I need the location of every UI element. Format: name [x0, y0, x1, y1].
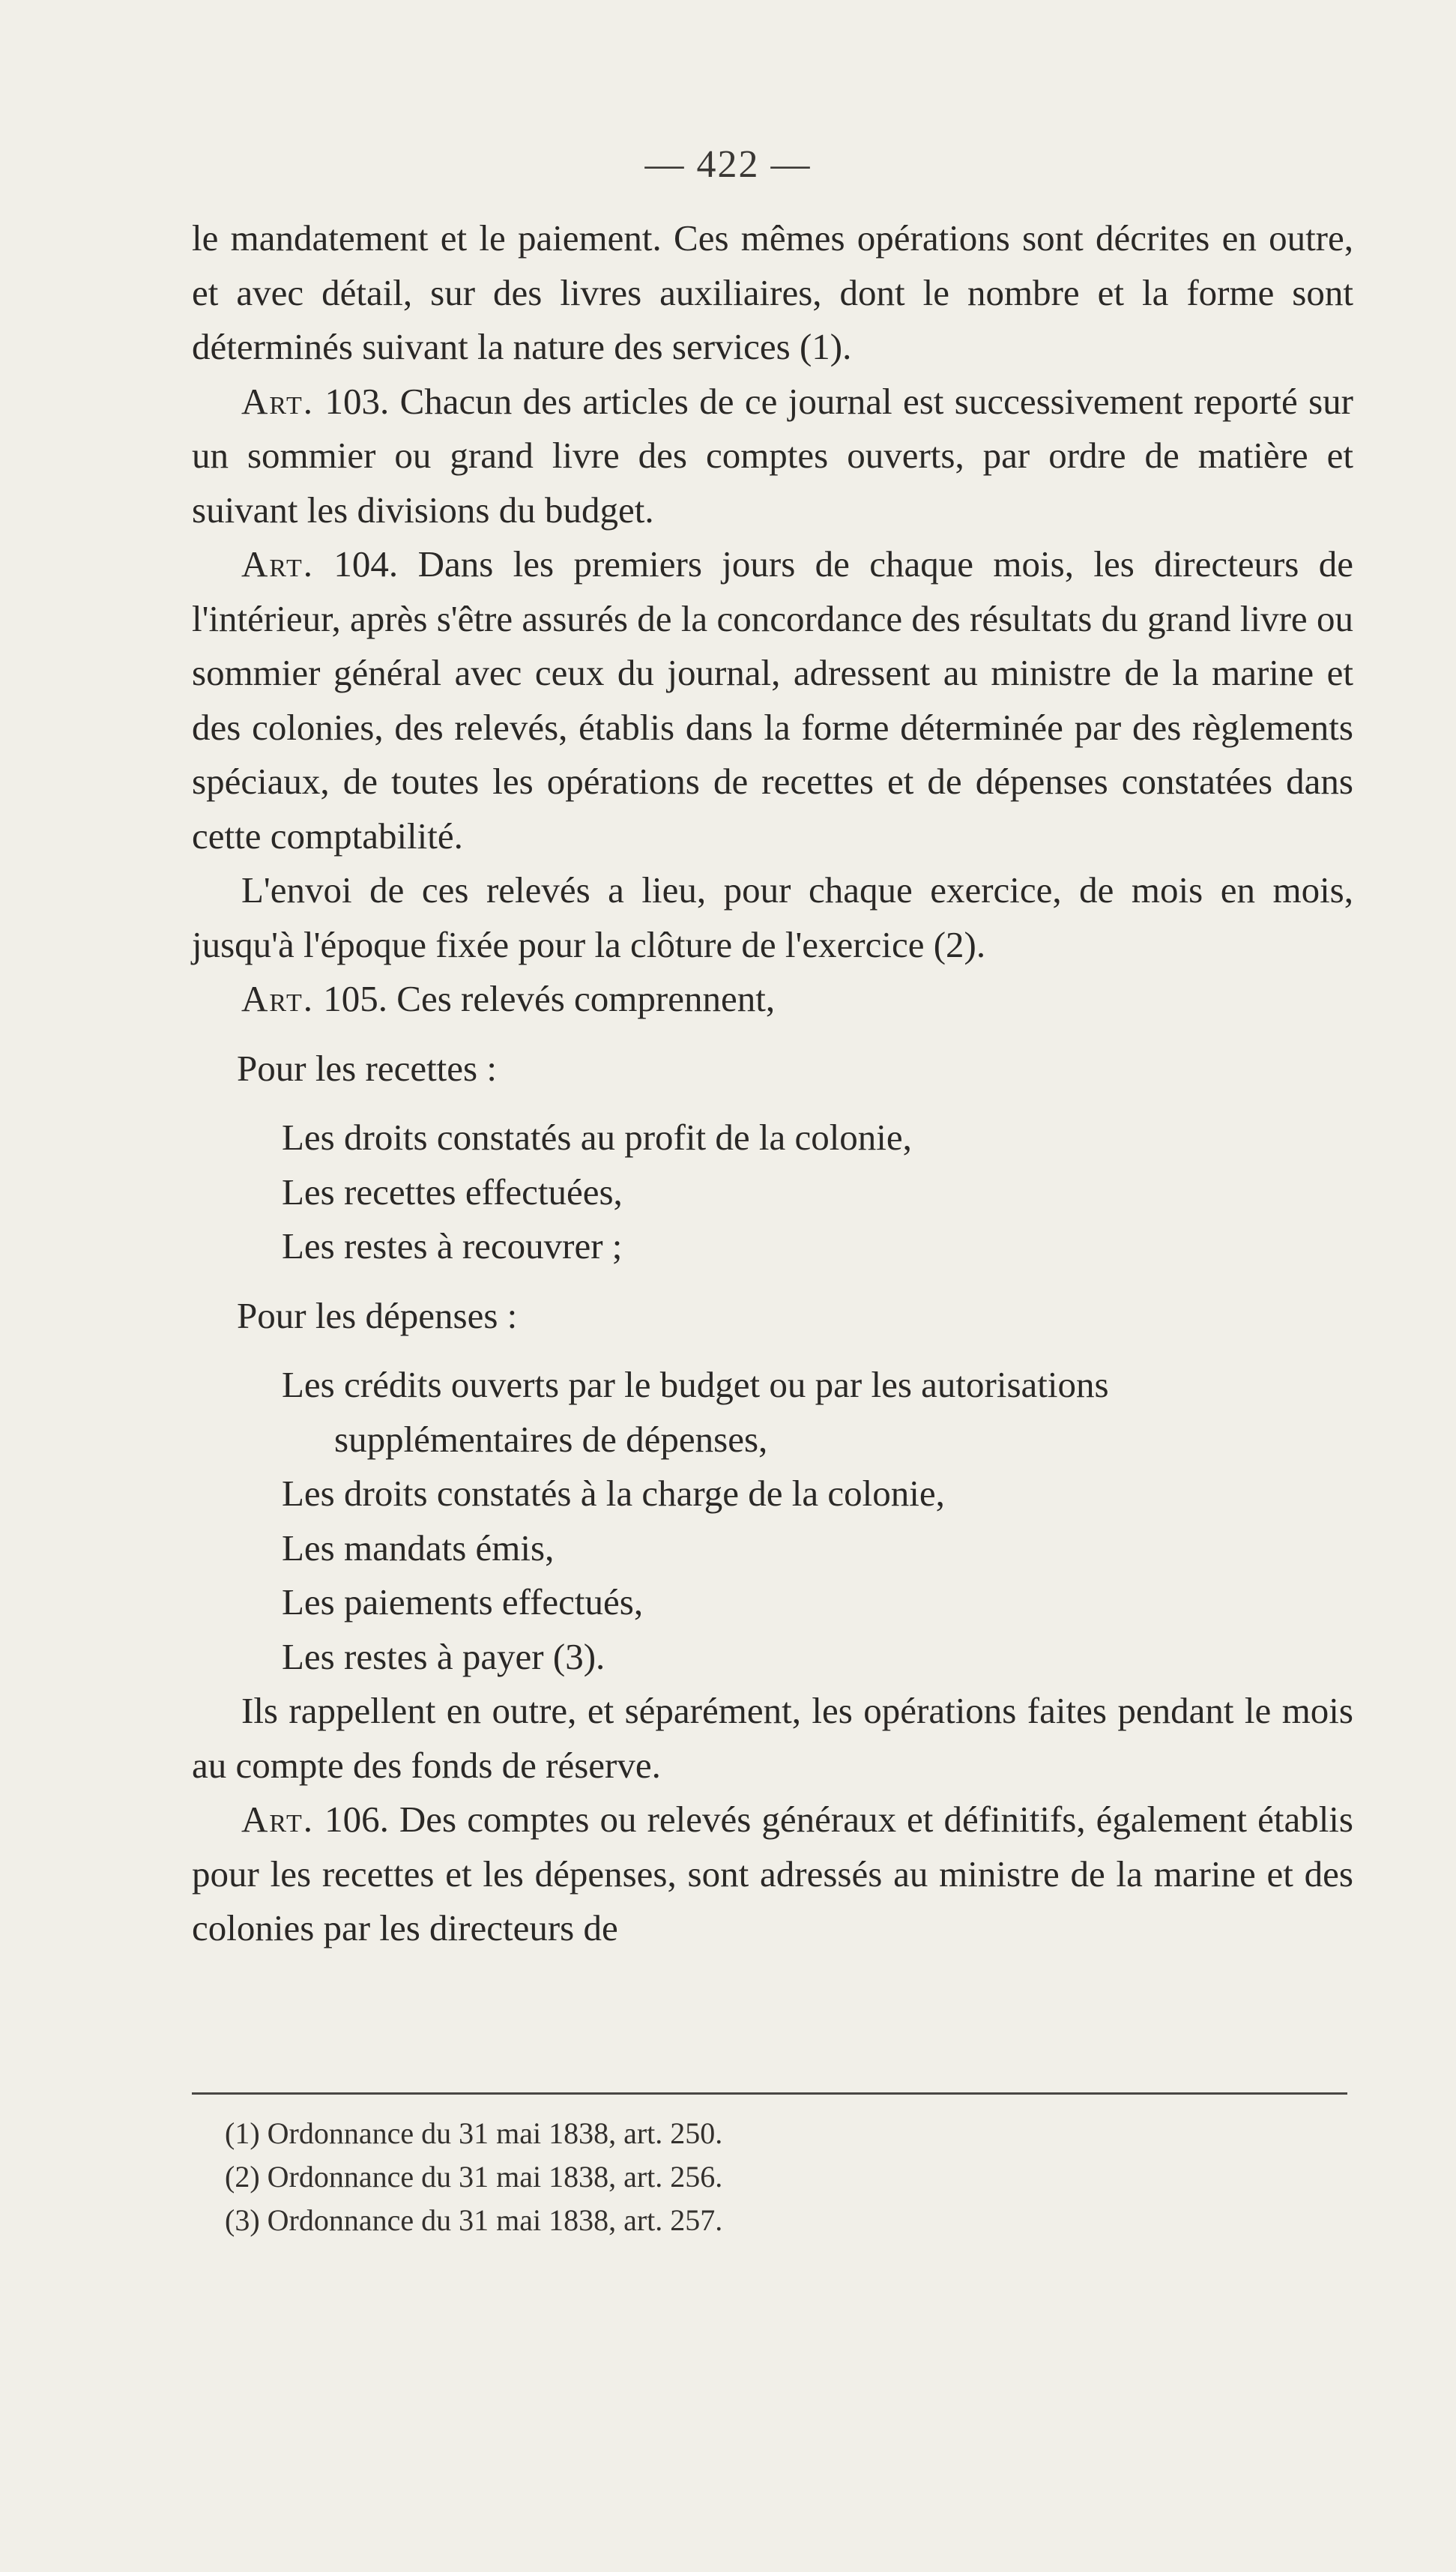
depenses-heading: Pour les dépenses : [237, 1294, 518, 1336]
list-item: Les restes à recouvrer ; [282, 1225, 623, 1267]
footnotes [225, 2112, 1274, 2242]
paragraph-envoi: L'envoi de ces relevés a lieu, pour chaque exercice, de mois en mois, jusqu'à l'époque fixée pour la clôture de l'exercice (2). [192, 869, 1353, 965]
recettes-heading: Pour les recettes : [237, 1047, 497, 1089]
article-label: Art. [241, 1799, 315, 1840]
footnote-divider [192, 2092, 1347, 2095]
article-104 [192, 537, 1353, 863]
list-item: Les recettes effectuées, [282, 1171, 623, 1213]
article-text: 104. Dans les premiers jours de chaque mois, les directeurs de l'intérieur, après s'être assurés de la concordance des résultats du grand livre ou sommier général avec ceux du journal, adressent au ministre de la marine et des colonies, des relevés, établis dans la forme déterminée par des règlements spéciaux, de toutes les opérations de recettes et de dépenses constatées dans cette comptabilité. [192, 543, 1353, 857]
list-item: Les crédits ouverts par le budget ou par les autorisations supplémentaires de dépenses, [282, 1364, 1109, 1460]
page-number: — 422 — [644, 143, 812, 186]
list-item: Les paiements effectués, [282, 1581, 644, 1622]
body-text [192, 211, 1353, 1956]
footnote-3: (3) Ordonnance du 31 mai 1838, art. 257. [225, 2203, 723, 2237]
list-item: Les restes à payer (3). [282, 1635, 605, 1677]
footnote-2: (2) Ordonnance du 31 mai 1838, art. 256. [225, 2160, 723, 2194]
list-item: Les mandats émis, [282, 1527, 555, 1569]
list-item: Les droits constatés à la charge de la colonie, [282, 1473, 945, 1514]
paragraph-rappel: Ils rappellent en outre, et séparément, les opérations faites pendant le mois au compte des fonds de réserve. [192, 1690, 1353, 1786]
article-105 [192, 972, 1353, 1027]
article-text: 105. Ces relevés comprennent, [314, 978, 776, 1019]
article-label: Art. [241, 543, 315, 585]
article-text: 106. Des comptes ou relevés généraux et définitifs, également établis pour les recettes et les dépenses, sont adressés au ministre de la marine et des colonies par les directeurs de [192, 1799, 1353, 1948]
article-106 [192, 1793, 1353, 1956]
article-103 [192, 375, 1353, 538]
article-label: Art. [241, 380, 315, 422]
list-item: Les droits constatés au profit de la colonie, [282, 1117, 912, 1158]
article-text: 103. Chacun des articles de ce journal est successivement reporté sur un sommier ou grand livre des comptes ouverts, par ordre de matière et suivant les divisions du budget. [192, 380, 1353, 531]
footnote-1: (1) Ordonnance du 31 mai 1838, art. 250. [225, 2116, 723, 2150]
article-label: Art. [241, 978, 315, 1019]
paragraph-continuation: le mandatement et le paiement. Ces mêmes opérations sont décrites en outre, et avec détail, sur des livres auxiliaires, dont le nombre et la forme sont déterminés suivant la nature des services (1). [192, 217, 1353, 367]
